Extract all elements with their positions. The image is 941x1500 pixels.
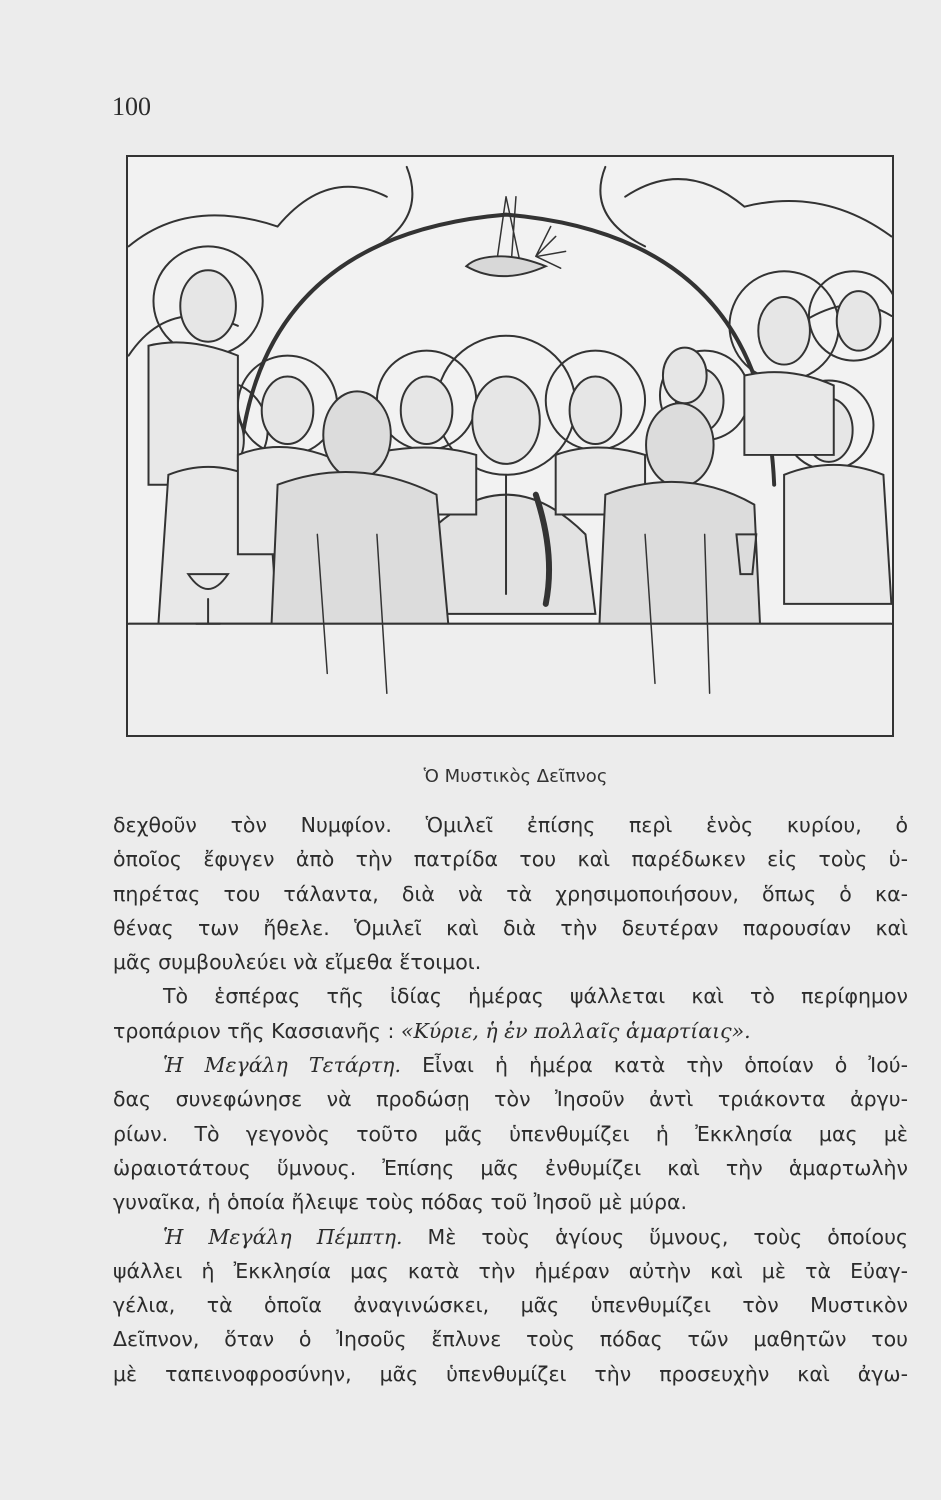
text-line: ψάλλει ἡ Ἐκκλησία μας κατὰ τὴν ἡμέραν αὐτὴν καὶ μὲ τὰ Εὐαγ- [113, 1258, 908, 1283]
illustration-caption: Ὁ Μυστικὸς Δεῖπνος [423, 766, 608, 787]
text-line: Δεῖπνον, ὅταν ὁ Ἰησοῦς ἔπλυνε τοὺς πόδας τῶν μαθητῶν του [113, 1327, 908, 1352]
section-heading: Ἡ Μεγάλη Πέμπτη. [163, 1224, 403, 1249]
section-heading: Ἡ Μεγάλη Τετάρτη. [163, 1053, 401, 1078]
page-number: 100 [112, 92, 151, 121]
text-line-with-quote [113, 1014, 908, 1048]
text-line: θένας των ἤθελε. Ὁμιλεῖ καὶ διὰ τὴν δευτέραν παρουσίαν καὶ [113, 915, 908, 940]
text-line: μᾶς συμβουλεύει νὰ εἴμεθα ἕτοιμοι. [113, 950, 482, 975]
text-line: πηρέτας του τάλαντα, διὰ νὰ τὰ χρησιμοποιήσουν, ὅπως ὁ κα- [113, 881, 908, 906]
hymn-quote: «Κύριε, ἡ ἐν πολλαῖς ἁμαρτίαις». [400, 1018, 751, 1043]
text-fragment: Εἶναι ἡ ἡμέρα κατὰ τὴν ὁποίαν ὁ Ἰού- [422, 1053, 908, 1078]
last-supper-illustration [126, 155, 894, 737]
text-line: Τὸ ἑσπέρας τῆς ἰδίας ἡμέρας ψάλλεται καὶ τὸ περίφημον [163, 984, 908, 1009]
text-line: ὁποῖος ἔφυγεν ἀπὸ τὴν πατρίδα του καὶ παρέδωκεν εἰς τοὺς ὑ- [113, 847, 908, 872]
text-line: ὡραιοτάτους ὕμνους. Ἐπίσης μᾶς ἐνθυμίζει καὶ τὴν ἁμαρτωλὴν [113, 1155, 908, 1180]
text-line: ρίων. Τὸ γεγονὸς τοῦτο μᾶς ὑπενθυμίζει ἡ Ἐκκλησία μας μὲ [113, 1121, 908, 1146]
text-line-with-heading [113, 1220, 908, 1254]
text-line: γυναῖκα, ἡ ὁποία ἤλειψε τοὺς πόδας τοῦ Ἰησοῦ μὲ μύρα. [113, 1190, 688, 1215]
text-line: μὲ ταπεινοφροσύνην, μᾶς ὑπενθυμίζει τὴν προσευχὴν καὶ ἀγω- [113, 1361, 908, 1386]
text-fragment: τροπάριον τῆς Κασσιανῆς : [113, 1018, 395, 1043]
body-text [113, 808, 908, 1391]
text-line: δας συνεφώνησε νὰ προδώσῃ τὸν Ἰησοῦν ἀντὶ τριάκοντα ἀργυ- [113, 1087, 908, 1112]
text-line-with-heading [113, 1048, 908, 1082]
text-fragment: Μὲ τοὺς ἁγίους ὕμνους, τοὺς ὁποίους [427, 1224, 908, 1249]
text-line: δεχθοῦν τὸν Νυμφίον. Ὁμιλεῖ ἐπίσης περὶ ἑνὸς κυρίου, ὁ [113, 813, 908, 837]
text-line: γέλια, τὰ ὁποῖα ἀναγινώσκει, μᾶς ὑπενθυμίζει τὸν Μυστικὸν [113, 1293, 908, 1318]
